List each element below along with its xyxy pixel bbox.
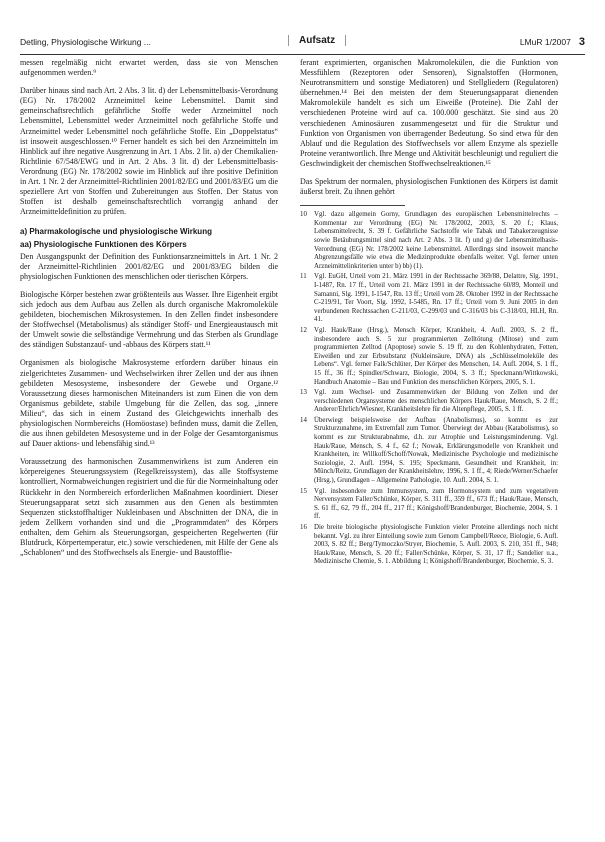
paragraph: Voraussetzung des harmonischen Zusammenwirkens ist zum Anderen ein körpereigenes Steuerungssystem (Regelkreissystem), das alle Stoffsysteme kontrolliert, Normabweichungen registriert und die für die Normeinhaltung oder Rückkehr in den Normbereich erforderlichen Maßnahmen koordiniert. Dieser Steuerungsapparat setzt sich zusammen aus den Genen als bestimmten Sequenzen stickstoffhaltiger Nukleinbasen und Abschnitten der DNA, die in jedem Zellkern vorhanden sind und die „Programmdaten“ des Körpers enthalten, dem Gehirn als Steuerungsorgan, gespeicherten Regelwerten (für Blutdruck, Körpertemperatur, etc.) sowie verschiedenen, mit Hilfe der Gene als „Schablonen“ und des Stoffwechsels als Energie- und Baustofflie-	[20, 457, 278, 558]
footnote-text: Vgl. EuGH, Urteil vom 21. März 1991 in der Rechtssache 369/88, Delattre, Slg. 1991, I-1487, Rn. 17 ff., Urteil vom 21. März 1991 in der Rechtssache 60/89, Monteil und Samanni, Slg. 1991, I-1547, Rn. 13 ff.; Urteil vom 28. Oktober 1992 in der Rechtssache C-219/91, Ter Voort, Slg. 1992, I-5485, Rn. 17 ff.; Urteil vom 9. Juni 2005 in den verbundenen Rechtssachen C-211/03, C-299/03 und C-316/03 bis C-318/03, HLH, Rn. 41.	[314, 273, 558, 324]
footnote-number: 11	[300, 273, 307, 281]
footnote-number: 13	[300, 389, 307, 397]
footnote-text: Vgl. dazu allgemein Gorny, Grundlagen des europäischen Lebensmittelrechts – Kommentar zur Verordnung (EG) Nr. 178/2002, 2003, S. 20 f.; Klaus, Lebensmittelrecht, S. 39 f. Gefährliche Sachstoffe wie Tabak und Tabakerzeugnisse sowie Betäubungsmittel sind nach Art. 2 Abs. 3 lit. f) und g) der Lebensmittelbasis-Verordnung (EG) Nr. 178/2002 keine Lebensmittel. Allerdings sind insoweit manche Abgrenzungsfälle wie etwa die Medizinprodukte ebenfalls weiter. Vgl. ferner unten Arzneimittelinkriterien unter b) bb) (1).	[314, 211, 558, 270]
paragraph: Das Spektrum der normalen, physiologischen Funktionen des Körpers ist damit äußerst breit. Zu ihnen gehört	[300, 177, 558, 197]
footnote-separator	[300, 205, 405, 206]
paragraph: Darüber hinaus sind nach Art. 2 Abs. 3 lit. d) der Lebensmittelbasis-Verordnung (EG) Nr. 178/2002 Arzneimittel keine Lebensmittel. Damit sind gemeinschaftsrechtlich gefährliche Stoffe weder Arzneimittel noch Lebensmittel, Lebensmittel weder Arzneimittel noch gefährliche Stoffe und Arzneimittel weder Lebensmittel noch gefährliche Stoffe. Ein „Doppelstatus“ ist insoweit ausgeschlossen.¹⁰ Ferner handelt es sich bei den Arzneimitteln im Hinblick auf ihre negative Ausgrenzung in Art. 1 Abs. 2 lit. a) der Chemikalien-Richtlinie 67/548/EWG und in Art. 2 Abs. 3 lit. d) der Lebensmittelbasis-Verordnung (EG) Nr. 178/2002 sowie im Hinblick auf ihre positive Definition in Art. 1 Nr. 2 der Arzneimittel-Richtlinien 2001/82/EG und 2001/83/EG um die speziellere Art von Stoffen und Zubereitungen aus Stoffen. Der Status von Stoffen ist deshalb gemeinschaftsrechtlich vorrangig anhand der Arzneimitteldefinition zu prüfen.	[20, 86, 278, 217]
footnote-number: 15	[300, 487, 307, 495]
footnote	[300, 327, 558, 387]
footnote-text: Vgl. zum Wechsel- und Zusammenwirken der Bildung von Zellen und der verschiedenen Organsysteme des menschlichen Körpers Hauk/Raue, Mensch, S. 2 ff.; Anderer/Ehrlich/Wiesner, Krankheitslehre für die Altenpflege, 2005, S. 1 ff.	[314, 389, 558, 414]
footnote-number: 10	[300, 211, 307, 219]
footnote-text: Die breite biologische physiologische Funktion vieler Proteine allerdings noch nicht bekannt. Vgl. zu ihrer Einteilung sowie zum Genom Campbell/Reece, Biologie, 6. Aufl. 2003, S. 82 ff.; Berg/Tymoczko/Stryer, Biochemie, 5. Aufl. 2003, S. 210, 351 ff., 948; Hauk/Raue, Mensch, S. 20 ff.; Faller/Schünke, Körper, S. 31, 17 ff.; Sandelier u.a., Medizinische Chemie, S. 1. Abbildung 1; Königshoff/Brandenburger, Biochemie, S. 3.	[314, 524, 558, 566]
footnote-number: 14	[300, 416, 307, 424]
footnote	[300, 211, 558, 271]
footnote-number: 16	[300, 524, 307, 531]
footnote	[300, 524, 558, 567]
footnote	[300, 389, 558, 415]
paragraph: messen regelmäßig nicht erwartet werden, dass sie von Menschen aufgenommen werden.⁹	[20, 58, 278, 78]
footnote	[300, 417, 558, 486]
footnotes	[300, 211, 558, 567]
page-number: 3	[578, 36, 585, 48]
page-header	[20, 36, 585, 52]
paragraph: Den Ausgangspunkt der Definition des Funktionsarzneimittels in Art. 1 Nr. 2 der Arzneimittel-Richtlinien 2001/82/EG und 2001/83/EG bilden die physiologischen Funktionen des menschlichen oder tierischen Körpers.	[20, 251, 278, 281]
section-label: Aufsatz	[288, 35, 346, 46]
journal-issue-label: LMuR 1/2007	[519, 37, 571, 47]
right-column	[300, 58, 558, 569]
paragraph: ferant exprimierten, organischen Makromolekülen, die die Funktion von Messfühlern (Rezeptoren oder Sensoren), Signalstoffen (Hormonen, Neurotransmittern und sonstige Mediatoren) und Stellgliedern (Regulatoren) übernehmen.¹⁴ Bei den meisten der dem Steuerungsapparat dienenden Makromoleküle handelt es sich um Eiweiße (Proteine). Die Zahl der verschiedenen Proteine wird auf ca. 100.000 geschätzt. Sie sind aus 20 verschiedenen Aminosäuren zusammengesetzt und für die Struktur und Funktion von Organismen von überragender Bedeutung. So sind etwa für den Ablauf und die Regulation des Stoffwechsels vor allem Enzyme als spezielle Proteine verantwortlich. Ihre Menge und Aktivität beschleunigt und reguliert die Geschwindigkeit der chemischen Stoffwechselreaktionen.¹⁵	[300, 58, 558, 168]
footnote-text: Vgl. insbesondere zum Immunsystem, zum Hormonsystem und zum vegetativen Nervensystem Faller/Schünke, Körper, S. 311 ff., 359 ff., 673 ff.; Hauk/Raue, Mensch, S. 61 ff., 62, 79 ff., 204 ff., 217 ff.; Königshoff/Brandenburger, Biochemie, 2004, S. 1 ff.	[314, 487, 558, 521]
footnote-number: 12	[300, 326, 307, 334]
left-column	[20, 58, 278, 566]
subsection-heading: aa) Physiologische Funktionen des Körpers	[20, 239, 187, 249]
header-rule	[20, 54, 585, 55]
journal-issue	[520, 36, 585, 48]
footnote	[300, 273, 558, 325]
paragraph: Organismen als biologische Makrosysteme erfordern darüber hinaus ein zielgerichtetes Zusammen- und Wechselwirken ihrer Zellen und der aus ihnen gebildeten Mesosysteme, insbesondere der Gewebe und Organe.¹² Voraussetzung dieses harmonischen Miteinanders ist zum Einen die von dem Organismus gebildete, stabile Umgebung für die Zellen, das sog. „innere Milieu“, das sich in einem Zustand des Gleichgewichts innerhalb des physiologischen Normbereichs (Homöostase) befinden muss, damit die Zellen, die aus ihnen gebildeten Mesosysteme und in der Folge der Gesamtorganismus auf Dauer aktions- und lebensfähig sind.¹³	[20, 358, 278, 449]
footnote-text: Vgl. Hauk/Raue (Hrsg.), Mensch Körper, Krankheit, 4. Aufl. 2003, S. 2 ff., insbesondere auch S. 5 zur programmierten Zelltötung (Mitose) und zum programmierten Zelltod (Apoptose) sowie S. 19 ff. zu den Kohlenhydraten, Fetten, Eiweißen und zur Erbsubstanz (Nukleinsäure, DNA) als „Schlüsselmoleküle des Lebens“. Vgl. ferner Falk/Schlüter, Der Körper des Menschen, 14. Aufl. 2004, S. 1 ff., 15 ff., 36 ff.; Spindler/Schwarz, Biologie, 2004, S. 3 ff.; Speckmann/Wittkowski, Handbuch Anatomie – Bau und Funktion des menschlichen Körpers, 2005, S. 1.	[314, 326, 558, 386]
footnote	[300, 488, 558, 522]
section-heading: a) Pharmakologische und physiologische Wirkung	[20, 227, 212, 237]
footnote-text: Überwiegt beispielsweise der Aufbau (Anabolismus), so kommt es zur Strukturzunahme, im Extremfall zum Tumor. Überwiegt der Abbau (Katabolismus), so kommt es zur Strukturabnahme, d.h. zur Atrophie und Leistungsminderung. Vgl. Hauk/Raue, Mensch, S. 4 f., 62 f.; Nowak, Erklärungsmodelle von Krankheit und Krankheiten, in: Willkoff/Schoff/Nowak, Medizinische Psychologie und medizinische Soziologie, 2. Aufl. 1994, S. 195; Speckmann, Gesundheit und Krankheit, in: Münch/Reitz, Grundlagen der Krankheitslehre, 1996, S. 1 ff., 4; Riede/Werner/Schaefer (Hrsg.), Grundlagen – Allgemeine Pathologie, 10. Aufl. 2004, S. 1.	[314, 416, 558, 485]
running-head-author: Detling, Physiologische Wirkung ...	[20, 37, 151, 47]
paragraph: Biologische Körper bestehen zwar größtenteils aus Wasser. Ihre Eigenheit ergibt sich jedoch aus dem Aufbau aus Zellen als durch organische Makromoleküle gebildeten, biochemischen Mikrosystemen. In den Zellen findet insbesondere der Stoffwechsel (Metabolismus) als ständiger Stoff- und Energieaustausch mit der Umwelt sowie die selbständige Vermehrung und das Sterben als Grundlage des ständigen Substanzauf- und -abbaus des Körpers statt.¹¹	[20, 289, 278, 350]
